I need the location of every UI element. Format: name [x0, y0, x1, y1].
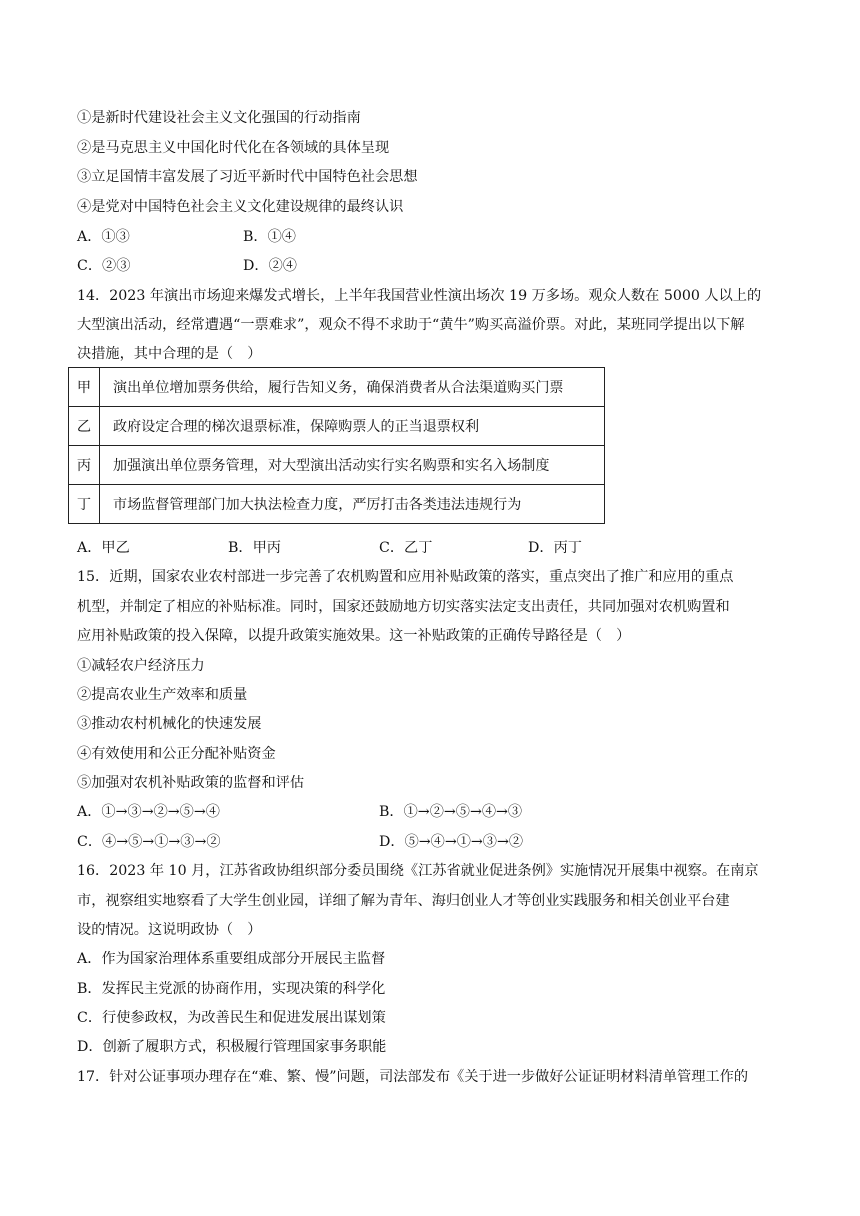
- measure-key: 甲: [69, 368, 100, 407]
- q16-stem-line-3: 设的情况。这说明政协（ ）: [77, 922, 262, 938]
- q14-stem-line-1: 14．2023 年演出市场迎来爆发式增长，上半年我国营业性演出场次 19 万多场。观众人数在 5000 人以上的: [77, 288, 762, 304]
- q14-stem-line-3: 决措施，其中合理的是（ ）: [77, 346, 262, 362]
- q16-option-d: D．创新了履职方式，积极履行管理国家事务职能: [77, 1039, 387, 1055]
- q14-option-d: D．丙丁: [528, 540, 582, 556]
- q13-option-c: C．②③: [77, 258, 131, 274]
- q13-statement-4: ④是党对中国特色社会主义文化建设规律的最终认识: [77, 199, 404, 215]
- measure-text: 政府设定合理的梯次退票标准，保障购票人的正当退票权利: [100, 407, 605, 446]
- table-row: [69, 368, 605, 407]
- q16-stem-line-1: 16．2023 年 10 月，江苏省政协组织部分委员围绕《江苏省就业促进条例》实施情况开展集中视察。在南京: [77, 863, 759, 879]
- q14-option-a: A．甲乙: [77, 540, 130, 556]
- table-row: [69, 407, 605, 446]
- q13-statement-3: ③立足国情丰富发展了习近平新时代中国特色社会思想: [77, 169, 418, 185]
- q13-statement-1: ①是新时代建设社会主义文化强国的行动指南: [77, 110, 361, 126]
- q14-stem-line-2: 大型演出活动，经常遭遇“一票难求”，观众不得不求助于“黄牛”购买高溢价票。对此，某班同学提出以下解: [77, 317, 745, 333]
- table-row: [69, 485, 605, 524]
- q14-option-b: B．甲丙: [228, 540, 281, 556]
- q15-statement-4: ④有效使用和公正分配补贴资金: [77, 746, 276, 762]
- q13-statement-2: ②是马克思主义中国化时代化在各领域的具体呈现: [77, 140, 390, 156]
- q15-stem-line-3: 应用补贴政策的投入保障，以提升政策实施效果。这一补贴政策的正确传导路径是（ ）: [77, 628, 631, 644]
- q15-option-c: C．④→⑤→①→③→②: [77, 834, 221, 850]
- q15-option-b: B．①→②→⑤→④→③: [379, 804, 523, 820]
- measure-text: 演出单位增加票务供给，履行告知义务，确保消费者从合法渠道购买门票: [100, 368, 605, 407]
- q13-option-d: D．②④: [243, 258, 297, 274]
- table-row: [69, 446, 605, 485]
- q17-stem-line-1: 17．针对公证事项办理存在“难、繁、慢”问题，司法部发布《关于进一步做好公证证明材料清单管理工作的: [77, 1069, 749, 1085]
- q15-statement-3: ③推动农村机械化的快速发展: [77, 716, 262, 732]
- q15-option-a: A．①→③→②→⑤→④: [77, 804, 220, 820]
- q16-option-b: B．发挥民主党派的协商作用，实现决策的科学化: [77, 981, 386, 997]
- q16-stem-line-2: 市，视察组实地察看了大学生创业园，详细了解为青年、海归创业人才等创业实践服务和相关创业平台建: [77, 893, 730, 909]
- q15-statement-2: ②提高农业生产效率和质量: [77, 687, 248, 703]
- measure-key: 丁: [69, 485, 100, 524]
- q13-option-b: B．①④: [243, 229, 296, 245]
- q15-option-d: D．⑤→④→①→③→②: [379, 834, 524, 850]
- q15-stem-line-1: 15．近期，国家农业农村部进一步完善了农机购置和应用补贴政策的落实，重点突出了推广和应用的重点: [77, 569, 734, 585]
- measure-text: 加强演出单位票务管理，对大型演出活动实行实名购票和实名入场制度: [100, 446, 605, 485]
- measure-text: 市场监督管理部门加大执法检查力度，严厉打击各类违法违规行为: [100, 485, 605, 524]
- measure-key: 丙: [69, 446, 100, 485]
- measure-key: 乙: [69, 407, 100, 446]
- q15-statement-1: ①减轻农户经济压力: [77, 658, 205, 674]
- q15-statement-5: ⑤加强对农机补贴政策的监督和评估: [77, 775, 305, 791]
- q14-measures-table: [68, 367, 605, 524]
- q13-option-a: A．①③: [77, 229, 130, 245]
- q16-option-a: A．作为国家治理体系重要组成部分开展民主监督: [77, 951, 386, 967]
- q14-option-c: C．乙丁: [379, 540, 433, 556]
- q15-stem-line-2: 机型，并制定了相应的补贴标准。同时，国家还鼓励地方切实落实法定支出责任，共同加强对农机购置和: [77, 599, 730, 615]
- q16-option-c: C．行使参政权，为改善民生和促进发展出谋划策: [77, 1010, 386, 1026]
